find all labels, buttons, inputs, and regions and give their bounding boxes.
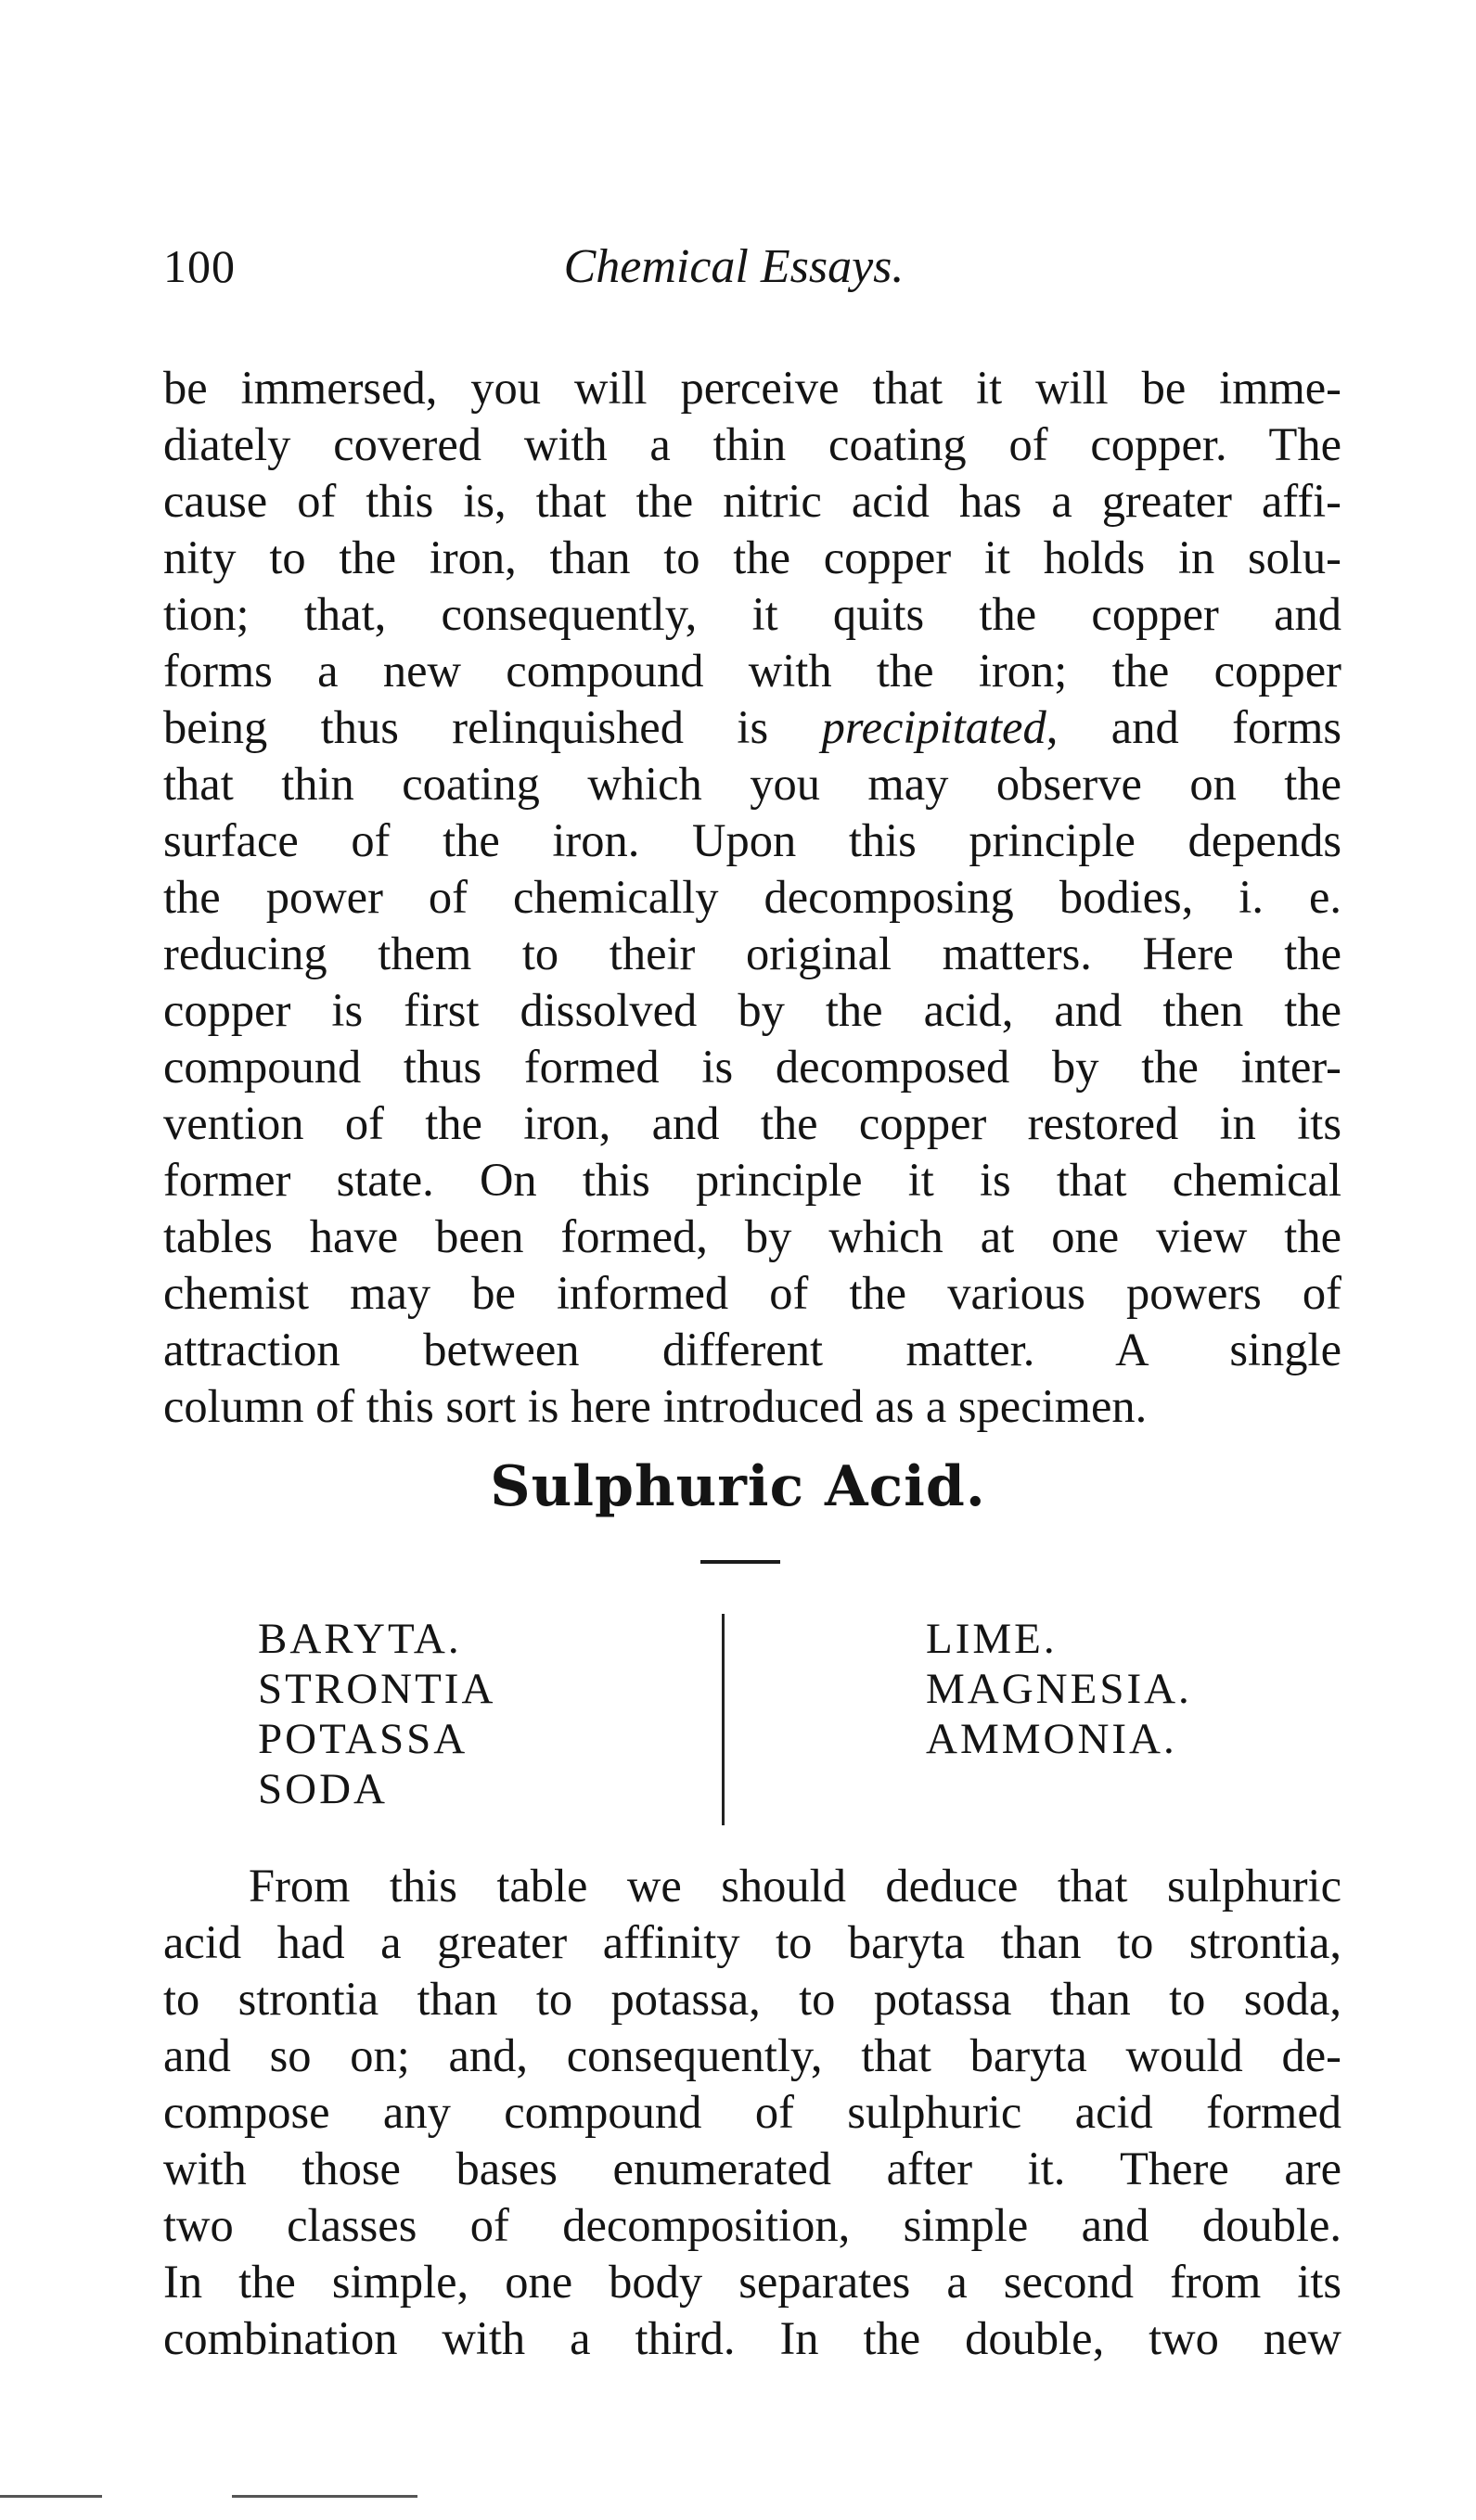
text-line: attraction between different matter. A single	[163, 1324, 1341, 1375]
text-line: diately covered with a thin coating of copper. The	[163, 418, 1341, 470]
table-cell: LIME.	[926, 1615, 1058, 1663]
text-line: that thin coating which you may observe on the	[163, 758, 1341, 810]
table-cell: AMMONIA.	[926, 1715, 1177, 1763]
text-line: and so on; and, consequently, that baryta would de-	[163, 2029, 1341, 2081]
text-line: chemist may be informed of the various powers of	[163, 1267, 1341, 1319]
text-line: column of this sort is here introduced as a specimen.	[163, 1380, 1148, 1432]
text-line: copper is first dissolved by the acid, and then the	[163, 984, 1341, 1036]
page-edge-marks	[0, 2495, 1476, 2499]
text-line: forms a new compound with the iron; the copper	[163, 645, 1341, 697]
affinity-table	[258, 1614, 1278, 1846]
table-cell: MAGNESIA.	[926, 1665, 1192, 1713]
text-line: compose any compound of sulphuric acid formed	[163, 2086, 1341, 2138]
table-cell: BARYTA.	[258, 1615, 462, 1663]
running-title: Chemical Essays.	[563, 240, 905, 293]
table-right-column	[926, 1614, 1192, 1764]
text-line: vention of the iron, and the copper restored in its	[163, 1097, 1341, 1149]
text-line: combination with a third. In the double, two new	[163, 2312, 1341, 2364]
page-number: 100	[163, 240, 236, 292]
table-cell: POTASSA	[258, 1715, 468, 1763]
text-line: to strontia than to potassa, to potassa than to soda,	[163, 1973, 1341, 2025]
italic-word: precipitated	[821, 701, 1046, 753]
text-line: the power of chemically decomposing bodies, i. e.	[163, 871, 1341, 923]
paragraph-2	[163, 1858, 1341, 2367]
text-line: tables have been formed, by which at one view the	[163, 1210, 1341, 1262]
table-cell: STRONTIA	[258, 1665, 496, 1713]
running-head	[163, 239, 1304, 304]
text-fragment: being thus relinquished is	[163, 701, 822, 753]
heading-rule	[700, 1560, 780, 1564]
text-line: with those bases enumerated after it. There are	[163, 2143, 1341, 2194]
text-line: reducing them to their original matters. Here the	[163, 927, 1341, 979]
text-line: two classes of decomposition, simple and double.	[163, 2199, 1341, 2251]
text-line: be immersed, you will perceive that it will be imme-	[163, 362, 1341, 414]
text-line: acid had a greater affinity to baryta than to strontia,	[163, 1916, 1341, 1968]
text-line: From this table we should deduce that sulphuric	[249, 1860, 1341, 1912]
text-line: surface of the iron. Upon this principle depends	[163, 814, 1341, 866]
paragraph-1	[163, 360, 1341, 1435]
text-line-with-italic	[163, 699, 1341, 756]
text-line: tion; that, consequently, it quits the copper and	[163, 588, 1341, 640]
text-line: compound thus formed is decomposed by the inter-	[163, 1041, 1341, 1093]
table-left-column	[258, 1614, 495, 1814]
column-divider	[722, 1614, 725, 1825]
text-line: nity to the iron, than to the copper it holds in solu-	[163, 531, 1341, 583]
text-line: former state. On this principle it is that chemical	[163, 1154, 1341, 1206]
text-line: In the simple, one body separates a second from its	[163, 2256, 1341, 2308]
text-line: cause of this is, that the nitric acid has a greater affi-	[163, 475, 1341, 527]
text-fragment: , and forms	[1046, 701, 1342, 753]
table-cell: SODA	[258, 1765, 388, 1813]
table-heading: Sulphuric Acid.	[490, 1454, 986, 1519]
